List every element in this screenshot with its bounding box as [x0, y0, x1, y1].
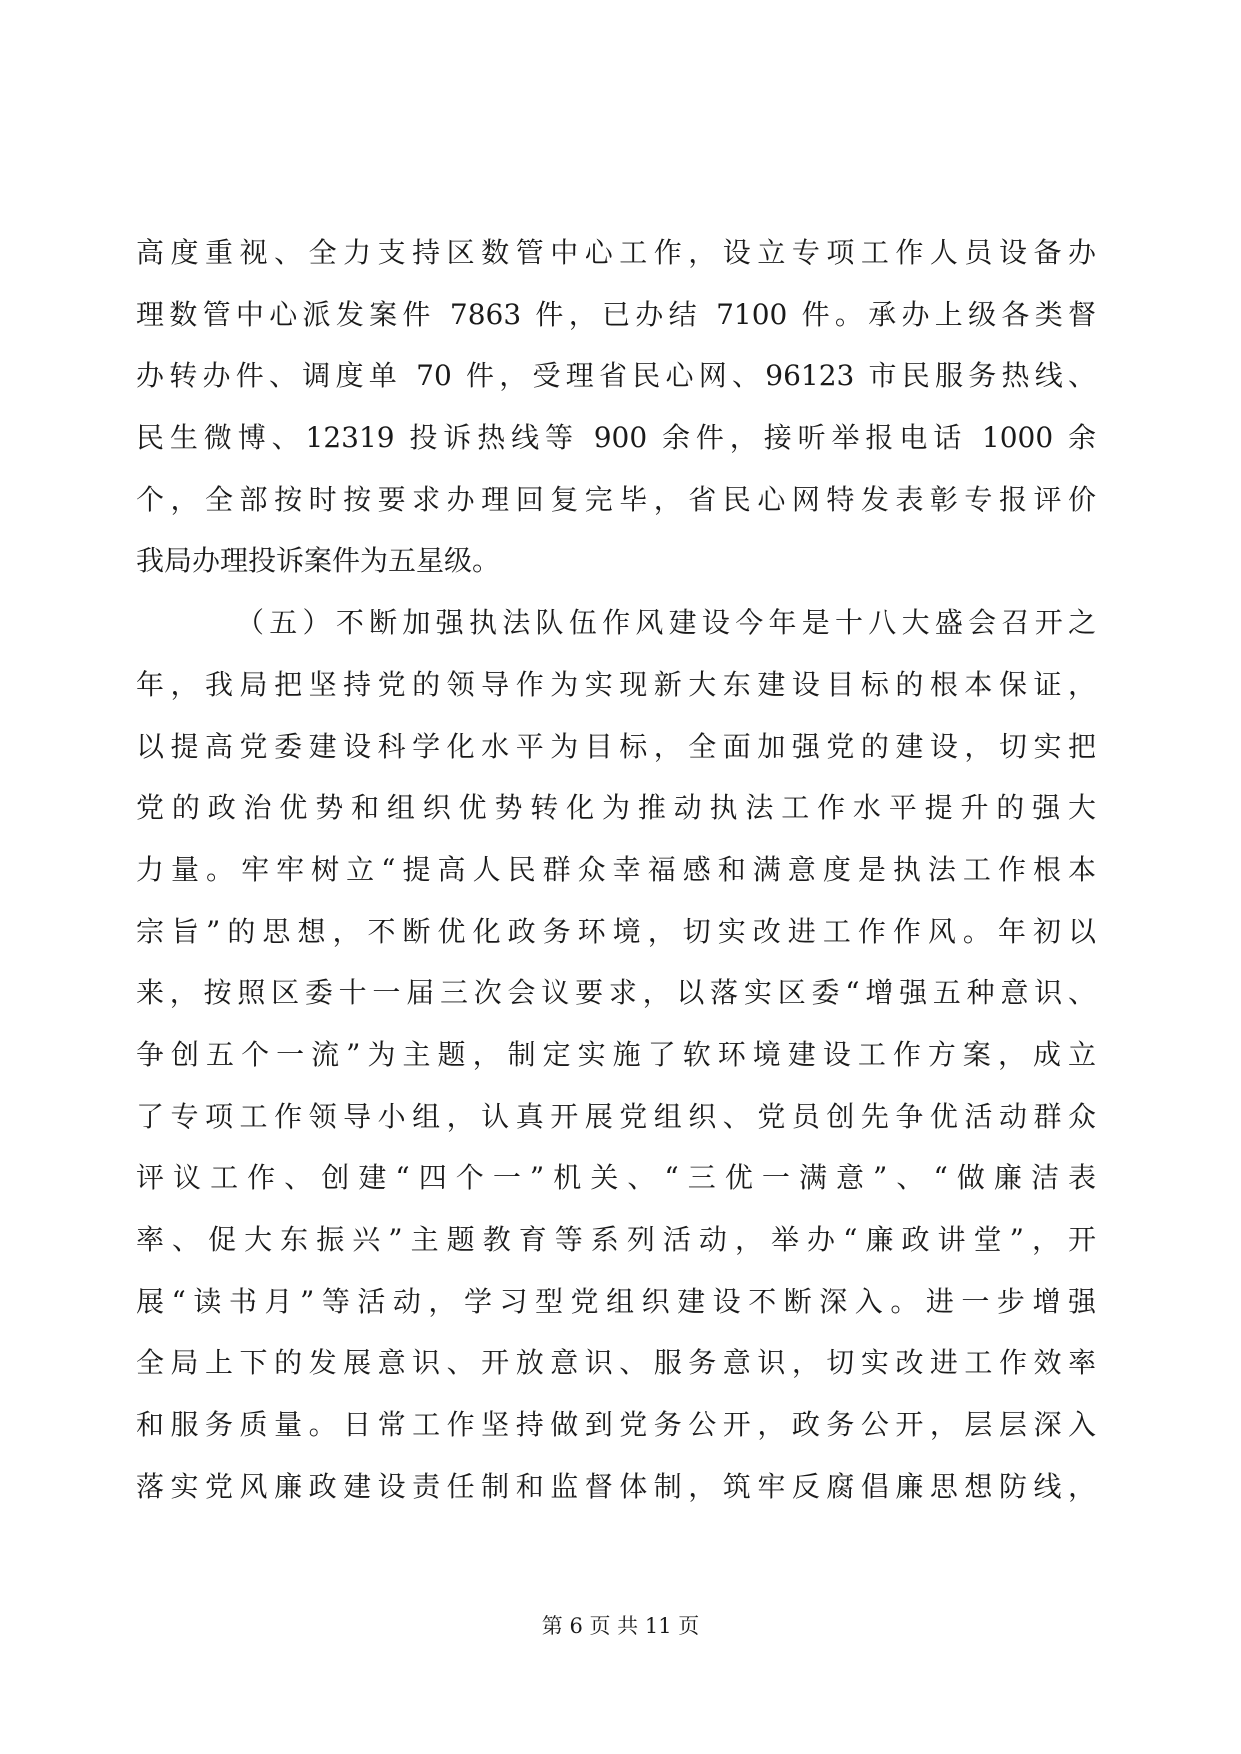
page-number-footer: 第 6 页 共 11 页 — [541, 1614, 700, 1638]
text-line: 理数管中心派发案件 7863 件，已办结 7100 件。承办上级各类督 — [136, 297, 1096, 331]
text-line: 我局办理投诉案件为五星级。 — [136, 544, 501, 578]
text-line: 以提高党委建设科学化水平为目标，全面加强党的建设，切实把 — [136, 729, 1096, 763]
text-line: 宗旨”的思想，不断优化政务环境，切实改进工作作风。年初以 — [136, 914, 1096, 948]
text-line: 办转办件、调度单 70 件，受理省民心网、96123 市民服务热线、 — [136, 359, 1096, 393]
text-line: 争创五个一流”为主题，制定实施了软环境建设工作方案，成立 — [136, 1037, 1096, 1071]
text-line: 力量。牢牢树立“提高人民群众幸福感和满意度是执法工作根本 — [136, 852, 1096, 886]
text-line: 和服务质量。日常工作坚持做到党务公开，政务公开，层层深入 — [136, 1408, 1096, 1442]
text-line: 民生微博、12319 投诉热线等 900 余件，接听举报电话 1000 余 — [136, 421, 1096, 455]
section-heading-line: （五）不断加强执法队伍作风建设今年是十八大盛会召开之 — [236, 606, 1096, 640]
text-line: 个，全部按时按要求办理回复完毕，省民心网特发表彰专报评价 — [136, 482, 1096, 516]
text-line: 评议工作、创建“四个一”机关、“三优一满意”、“做廉洁表 — [136, 1161, 1096, 1195]
text-line: 高度重视、全力支持区数管中心工作，设立专项工作人员设备办 — [136, 236, 1096, 269]
text-line: 全局上下的发展意识、开放意识、服务意识，切实改进工作效率 — [136, 1346, 1096, 1380]
text-line: 展“读书月”等活动，学习型党组织建设不断深入。进一步增强 — [136, 1284, 1096, 1318]
text-line: 年，我局把坚持党的领导作为实现新大东建设目标的根本保证， — [136, 667, 1096, 701]
text-line: 落实党风廉政建设责任制和监督体制，筑牢反腐倡廉思想防线， — [136, 1469, 1096, 1503]
body-text — [136, 222, 1096, 1517]
text-line: 党的政治优势和组织优势转化为推动执法工作水平提升的强大 — [136, 791, 1096, 825]
text-line: 了专项工作领导小组，认真开展党组织、党员创先争优活动群众 — [136, 1099, 1096, 1133]
text-line: 率、促大东振兴”主题教育等系列活动，举办“廉政讲堂”，开 — [136, 1223, 1096, 1256]
text-line: 来，按照区委十一届三次会议要求，以落实区委“增强五种意识、 — [136, 976, 1096, 1010]
